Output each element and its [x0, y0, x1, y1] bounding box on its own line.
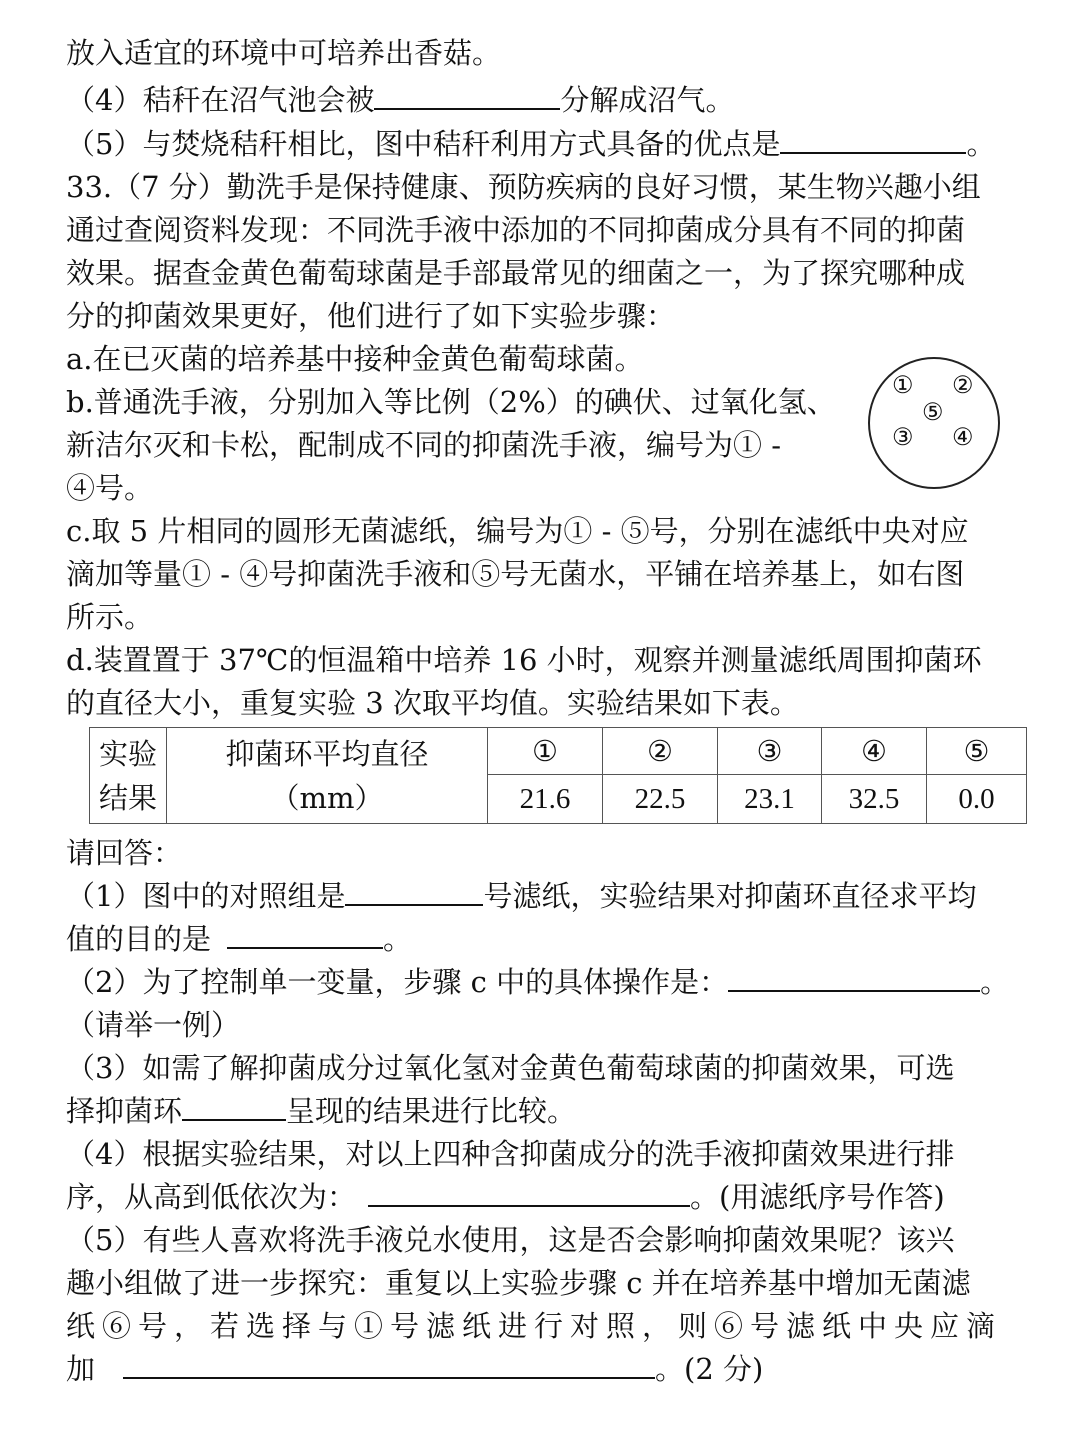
step-b — [66, 468, 153, 510]
step-d — [66, 683, 799, 725]
text-span: 号滤纸，实验结果对抑菌环直径求平均 — [483, 879, 977, 913]
text-span: 放入适宜的环境中可培养出香菇。 — [66, 36, 502, 70]
header-cell: ③ — [718, 728, 822, 775]
answer-1 — [66, 876, 976, 918]
petri-dish-figure — [868, 357, 1000, 489]
text-span: 序，从高到低依次为： — [66, 1180, 357, 1214]
step-c — [66, 597, 153, 639]
value-cell: 32.5 — [822, 775, 927, 824]
text-span: 。 — [980, 965, 1010, 999]
answer-2 — [66, 1005, 240, 1047]
text-span: a.在已灭菌的培养基中接种金黄色葡萄球菌。 — [66, 342, 644, 376]
text-line — [66, 210, 965, 252]
value-cell: 21.6 — [488, 775, 603, 824]
header-cell: ② — [603, 728, 718, 775]
table-row — [90, 728, 1027, 775]
header-cell: ① — [488, 728, 603, 775]
value-cell: 0.0 — [927, 775, 1027, 824]
text-span: 分的抑菌效果更好，他们进行了如下实验步骤： — [66, 299, 676, 333]
text-span: b.普通洗手液，分别加入等比例（2%）的碘伏、过氧化氢、 — [66, 385, 836, 419]
text-span: 。(用滤纸序号作答) — [690, 1180, 945, 1214]
answer-2 — [66, 962, 1009, 1004]
text-span: 。 — [383, 922, 413, 956]
answer-4 — [66, 1134, 954, 1176]
text-span: （2）为了控制单一变量，步骤 c 中的具体操作是： — [66, 965, 729, 999]
text-span: 分解成沼气。 — [560, 83, 735, 117]
text-span: 滴加等量① - ④号抑菌洗手液和⑤号无菌水，平铺在培养基上，如右图 — [66, 557, 965, 591]
answer-blank[interactable] — [123, 1351, 655, 1379]
step-c — [66, 554, 964, 596]
text-line — [66, 296, 675, 338]
answer-blank[interactable] — [374, 82, 560, 110]
answer-blank[interactable] — [728, 964, 980, 992]
metric-line: 抑菌环平均直径 — [225, 736, 429, 771]
text-span: ④号。 — [66, 471, 154, 505]
text-span: （4）秸秆在沼气池会被 — [66, 83, 375, 117]
filter-paper-label: ⑤ — [922, 398, 944, 426]
metric-cell — [167, 728, 488, 824]
answer-blank[interactable] — [182, 1093, 286, 1121]
text-span: 请回答： — [66, 836, 183, 870]
answer-5 — [66, 1306, 1002, 1348]
answer-blank[interactable] — [227, 921, 383, 949]
answer-blank[interactable] — [345, 878, 483, 906]
text-span: （4）根据实验结果，对以上四种含抑菌成分的洗手液抑菌效果进行排 — [66, 1137, 955, 1171]
value-cell: 23.1 — [718, 775, 822, 824]
text-span: 33.（7 分）勤洗手是保持健康、预防疾病的良好习惯，某生物兴趣小组 — [66, 170, 981, 204]
filter-paper-label: ① — [892, 371, 914, 399]
text-span: c.取 5 片相同的圆形无菌滤纸，编号为① - ⑤号，分别在滤纸中央对应 — [66, 514, 969, 548]
text-span: 趣小组做了进一步探究：重复以上实验步骤 c 并在培养基中增加无菌滤 — [66, 1266, 971, 1300]
text-span: 呈现的结果进行比较。 — [286, 1094, 577, 1128]
text-span: 择抑菌环 — [66, 1094, 183, 1128]
answer-5 — [66, 1349, 763, 1391]
text-span: 效果。据查金黄色葡萄球菌是手部最常见的细菌之一，为了探究哪种成 — [66, 256, 966, 290]
answer-3 — [66, 1048, 954, 1090]
step-b — [66, 382, 836, 424]
row-label-line: 实验 — [98, 736, 157, 771]
text-span: （1）图中的对照组是 — [66, 879, 346, 913]
step-a — [66, 339, 644, 381]
answer-blank[interactable] — [780, 126, 966, 154]
text-span: 。(2 分) — [655, 1352, 764, 1386]
text-span: 加 — [66, 1352, 96, 1386]
text-line — [66, 253, 965, 295]
value-cell: 22.5 — [603, 775, 718, 824]
text-span: （3）如需了解抑菌成分过氧化氢对金黄色葡萄球菌的抑菌效果，可选 — [66, 1051, 955, 1085]
answer-5 — [66, 1220, 954, 1262]
metric-line: （mm） — [270, 780, 384, 815]
text-span: （请举一例） — [66, 1008, 241, 1042]
text-span: 通过查阅资料发现：不同洗手液中添加的不同抑菌成分具有不同的抑菌 — [66, 213, 966, 247]
text-span: 的直径大小，重复实验 3 次取平均值。实验结果如下表。 — [66, 686, 799, 720]
answer-blank[interactable] — [368, 1179, 690, 1207]
row-label-line: 结果 — [98, 780, 157, 815]
text-line — [66, 167, 981, 209]
step-b — [66, 425, 781, 467]
answer-5 — [66, 1263, 971, 1305]
answer-4 — [66, 1177, 945, 1219]
step-d — [66, 640, 982, 682]
text-span: （5）与焚烧秸秆相比，图中秸秆利用方式具备的优点是 — [66, 127, 781, 161]
text-line — [66, 33, 501, 75]
row-label-cell — [90, 728, 167, 824]
answer-3 — [66, 1091, 576, 1133]
results-table — [89, 727, 1027, 824]
text-span: 纸⑥号，若选择与①号滤纸进行对照，则⑥号滤纸中央应滴 — [66, 1309, 1003, 1343]
question-4 — [66, 80, 734, 122]
filter-paper-label: ② — [952, 371, 974, 399]
question-5 — [66, 124, 995, 166]
text-span: 所示。 — [66, 600, 154, 634]
filter-paper-label: ③ — [892, 423, 914, 451]
answer-prompt — [66, 833, 182, 875]
text-span: 。 — [966, 127, 996, 161]
step-c — [66, 511, 969, 553]
filter-paper-label: ④ — [952, 423, 974, 451]
header-cell: ④ — [822, 728, 927, 775]
header-cell: ⑤ — [927, 728, 1027, 775]
text-span: 值的目的是 — [66, 922, 212, 956]
text-span: d.装置置于 37℃的恒温箱中培养 16 小时，观察并测量滤纸周围抑菌环 — [66, 643, 982, 677]
answer-1 — [66, 919, 412, 961]
text-span: 新洁尔灭和卡松，配制成不同的抑菌洗手液，编号为① - — [66, 428, 782, 462]
text-span: （5）有些人喜欢将洗手液兑水使用，这是否会影响抑菌效果呢？该兴 — [66, 1223, 955, 1257]
